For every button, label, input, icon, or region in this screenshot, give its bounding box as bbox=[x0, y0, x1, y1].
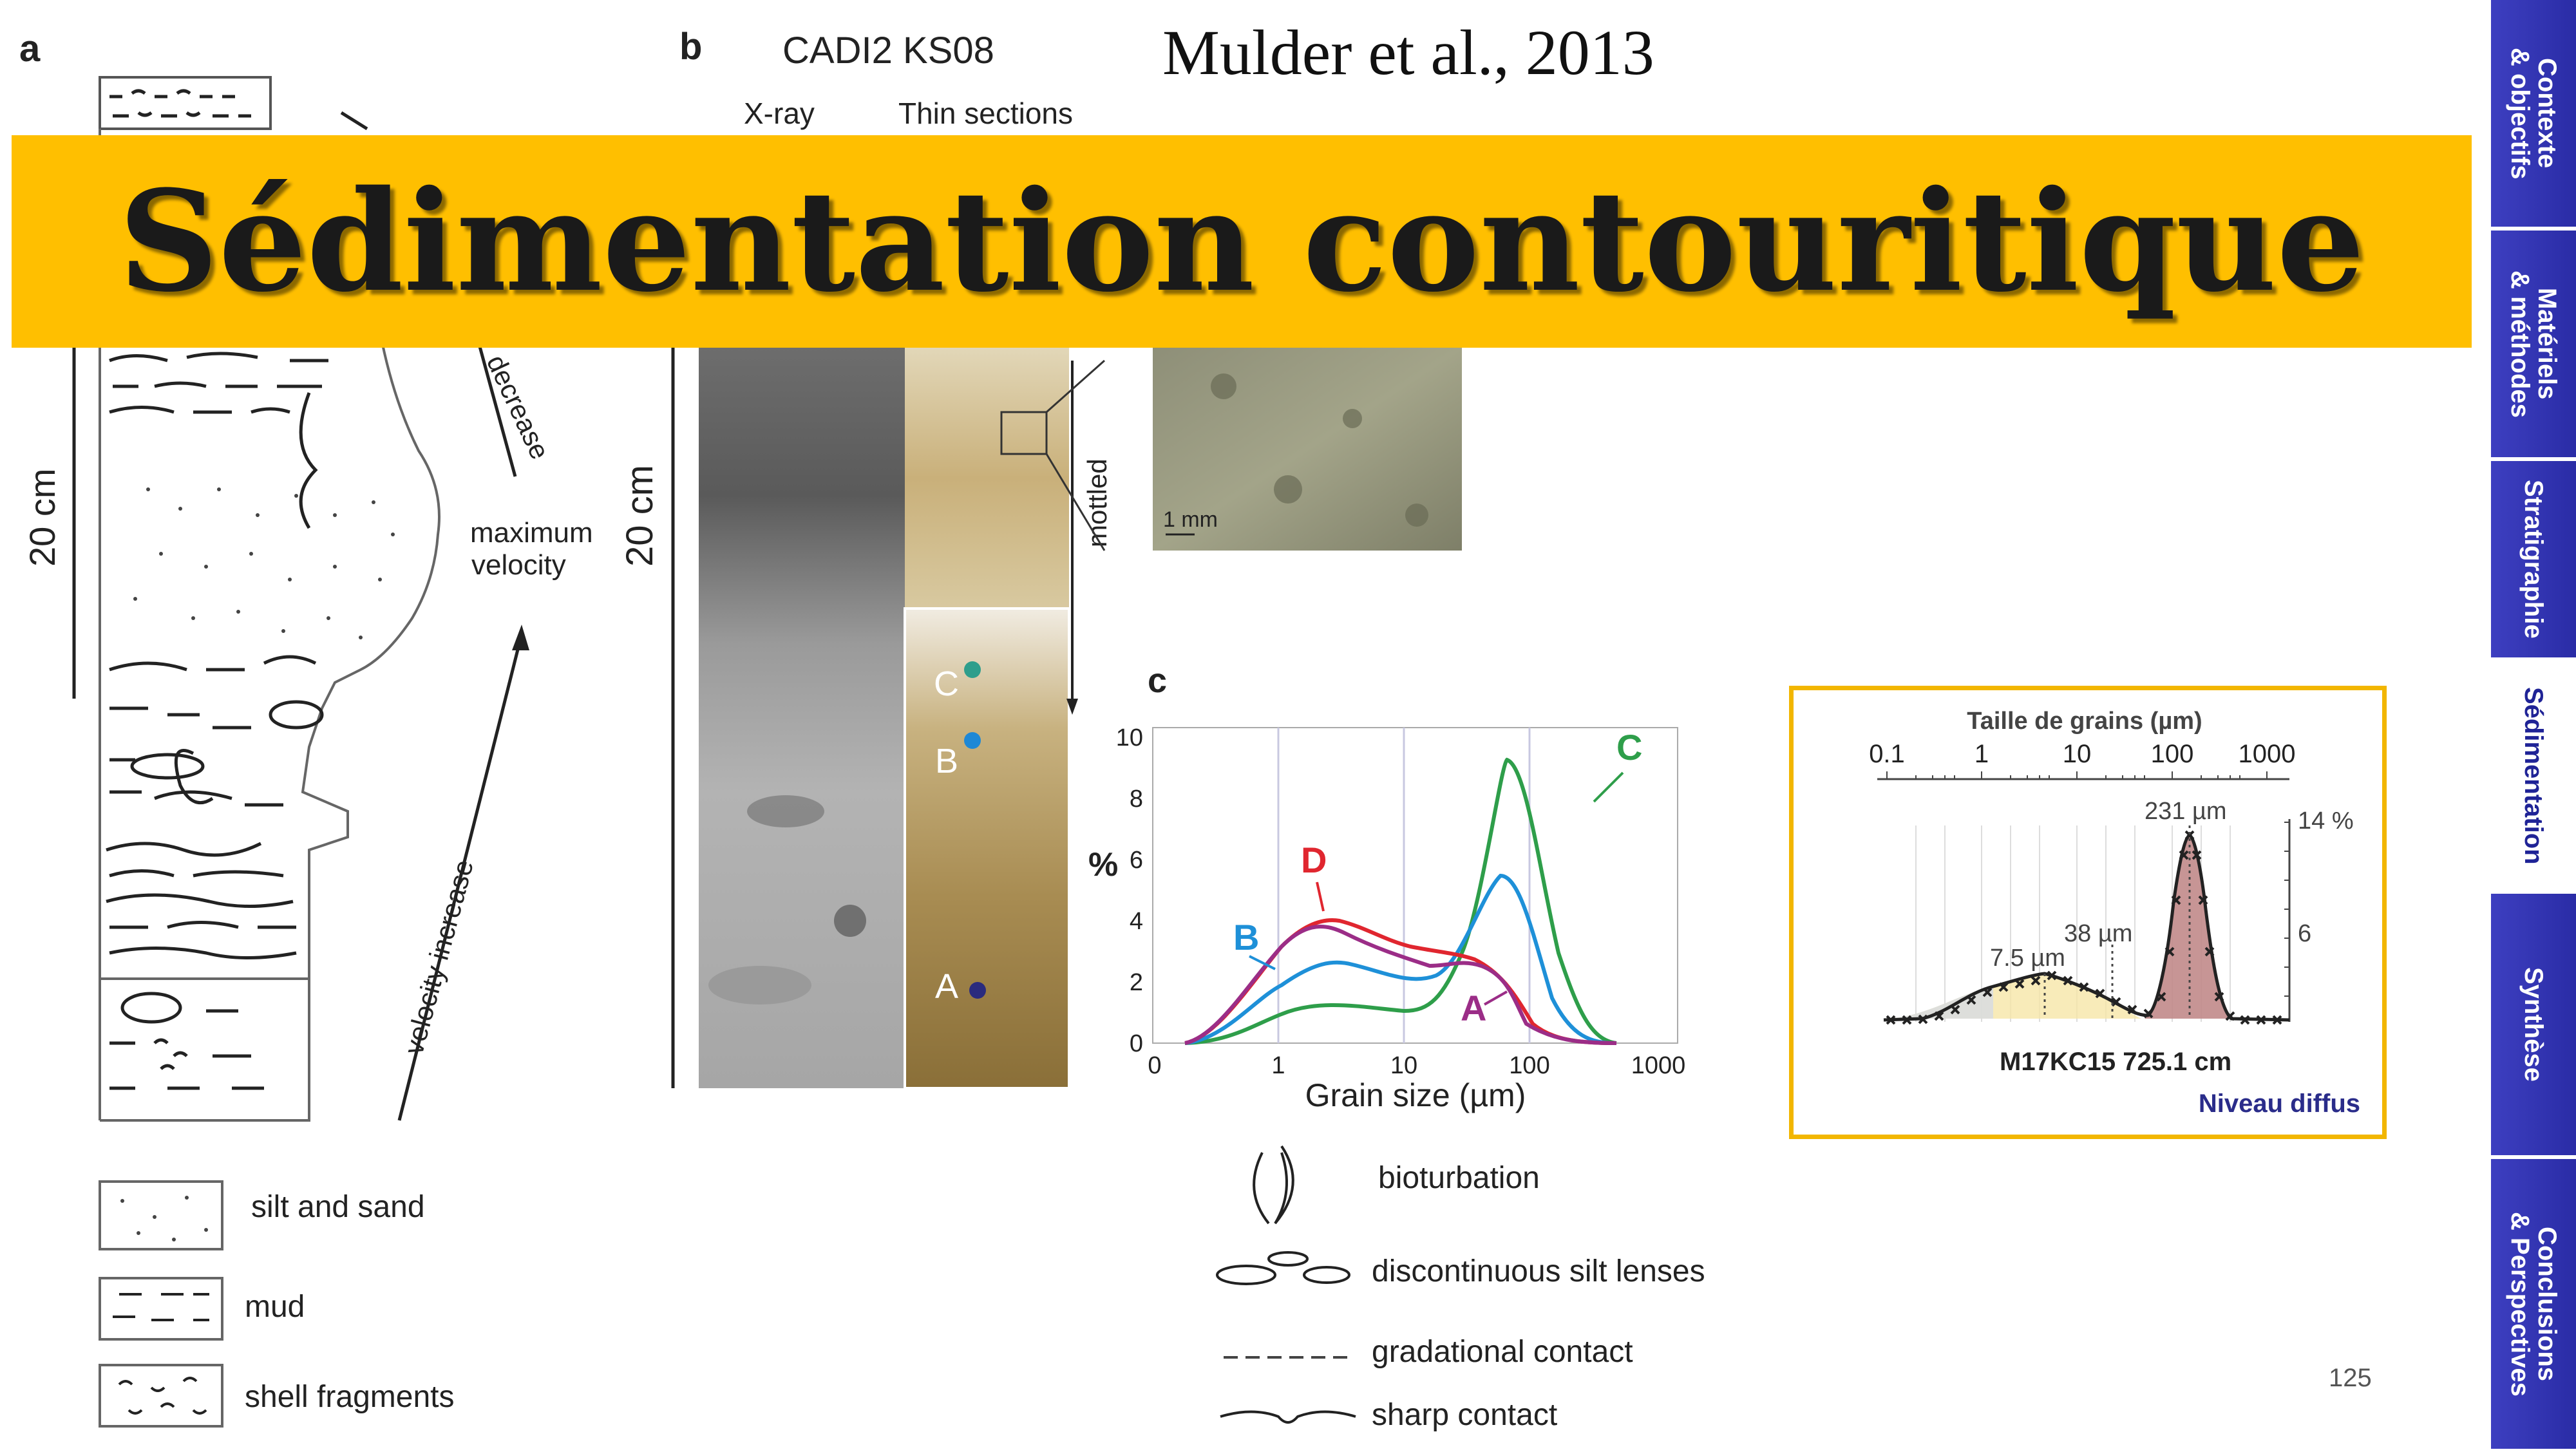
panel-c-xtick-1000: 1000 bbox=[1631, 1052, 1686, 1079]
nav-tab-synthese[interactable] bbox=[2491, 894, 2576, 1155]
nav-tab-label: Matériels & méthodes bbox=[2506, 270, 2561, 418]
inset-peak-38: 38 µm bbox=[2064, 920, 2133, 947]
inset-xtick-1: 1 bbox=[1974, 740, 1989, 768]
legend-gradational-label: gradational contact bbox=[1372, 1335, 1633, 1369]
inset-ytick-6: 6 bbox=[2298, 920, 2312, 947]
panel-b-thin-sections-heading: Thin sections bbox=[898, 97, 1074, 130]
inset-grain-size-box bbox=[1789, 686, 2387, 1139]
inset-xtick-0.1: 0.1 bbox=[1869, 740, 1905, 768]
series-label-d: D bbox=[1301, 840, 1327, 880]
series-label-c: C bbox=[1616, 727, 1643, 768]
panel-c-grain-size-chart bbox=[1063, 663, 1719, 1114]
panel-a-decrease-label: decrease bbox=[480, 350, 556, 464]
series-label-a: A bbox=[1461, 988, 1487, 1028]
panel-c-ytick-10: 10 bbox=[1115, 724, 1143, 751]
inset-xtick-100: 100 bbox=[2150, 740, 2194, 768]
panel-c-xtick-10: 10 bbox=[1390, 1052, 1418, 1079]
inset-peak-231: 231 µm bbox=[2145, 798, 2227, 825]
panel-a-scale-label: 20 cm bbox=[22, 468, 62, 567]
panel-b-mottled-label: mottled bbox=[1082, 458, 1112, 547]
nav-tab-conclusions[interactable] bbox=[2491, 1159, 2576, 1449]
thin-section-lower bbox=[905, 608, 1069, 1088]
sample-point-b bbox=[964, 732, 981, 749]
panel-b-xray-heading: X-ray bbox=[744, 97, 815, 130]
legend-sharp-label: sharp contact bbox=[1372, 1398, 1558, 1432]
sample-point-c bbox=[964, 661, 981, 678]
nav-tab-label: Sédimentation bbox=[2519, 686, 2548, 865]
nav-tab-sedimentation[interactable] bbox=[2491, 661, 2576, 890]
legend-shell-label: shell fragments bbox=[245, 1380, 455, 1414]
legend-mud-label: mud bbox=[245, 1290, 305, 1324]
sample-label-b: B bbox=[935, 742, 959, 780]
nav-tab-stratigraphie[interactable] bbox=[2491, 461, 2576, 657]
panel-c-x-axis-label: Grain size (µm) bbox=[1305, 1077, 1526, 1113]
panel-b-scale-text: 20 cm bbox=[619, 465, 661, 567]
section-nav bbox=[2491, 0, 2576, 1449]
sample-label-c: C bbox=[934, 665, 959, 703]
panel-c-xtick-100: 100 bbox=[1509, 1052, 1550, 1079]
nav-tab-label: Stratigraphie bbox=[2519, 480, 2548, 639]
panel-a-velocity-increase-label: velocity increase bbox=[398, 856, 480, 1058]
nav-tab-label: Synthèse bbox=[2519, 967, 2548, 1082]
microscope-scalebar-label: 1 mm bbox=[1163, 507, 1218, 532]
inset-axis-title: Taille de grains (µm) bbox=[1967, 708, 2202, 735]
legend-bioturbation-label: bioturbation bbox=[1378, 1161, 1540, 1195]
panel-c-ytick-4: 4 bbox=[1129, 908, 1143, 935]
panel-c-ytick-6: 6 bbox=[1129, 847, 1143, 874]
legend-silt-sand-label: silt and sand bbox=[251, 1190, 425, 1224]
page-number: 125 bbox=[2329, 1364, 2372, 1392]
nav-tab-label: Contexte & objectifs bbox=[2506, 47, 2561, 180]
panel-c-y-axis-label: % bbox=[1088, 846, 1119, 883]
inset-sample-label: M17KC15 725.1 cm bbox=[2000, 1048, 2232, 1076]
panel-a-letter: a bbox=[19, 28, 41, 70]
series-label-b: B bbox=[1233, 917, 1260, 957]
citation: Mulder et al., 2013 bbox=[1162, 17, 1654, 88]
legend-silt-lenses-label: discontinuous silt lenses bbox=[1372, 1254, 1705, 1288]
panel-c-letter: c bbox=[1148, 661, 1168, 700]
thin-section-upper bbox=[905, 348, 1069, 608]
inset-peak-7.5: 7.5 µm bbox=[1990, 945, 2065, 972]
panel-c-ytick-8: 8 bbox=[1129, 786, 1143, 813]
panel-a-max-velocity-line2: velocity bbox=[471, 549, 566, 581]
inset-xtick-10: 10 bbox=[2062, 740, 2092, 768]
slide-title: Sédimentation contouritique bbox=[118, 160, 2365, 323]
nav-tab-materiels[interactable] bbox=[2491, 231, 2576, 457]
inset-xtick-1000: 1000 bbox=[2238, 740, 2296, 768]
sample-point-a bbox=[969, 982, 986, 999]
panel-b-core-name: CADI2 KS08 bbox=[782, 30, 994, 71]
panel-c-ytick-2: 2 bbox=[1129, 969, 1143, 996]
inset-ytick-14: 14 % bbox=[2298, 807, 2354, 834]
nav-tab-contexte[interactable] bbox=[2491, 0, 2576, 227]
panel-c-ytick-0: 0 bbox=[1129, 1030, 1143, 1057]
panel-c-xtick-1: 1 bbox=[1271, 1052, 1285, 1079]
sample-label-a: A bbox=[935, 967, 959, 1006]
inset-level-label: Niveau diffus bbox=[2198, 1089, 2360, 1118]
panel-c-xtick-0: 0 bbox=[1148, 1052, 1162, 1079]
nav-tab-label: Conclusions & Perspectives bbox=[2506, 1211, 2561, 1397]
panel-a-max-velocity-line1: maximum bbox=[470, 517, 593, 549]
panel-b-letter: b bbox=[679, 26, 703, 68]
